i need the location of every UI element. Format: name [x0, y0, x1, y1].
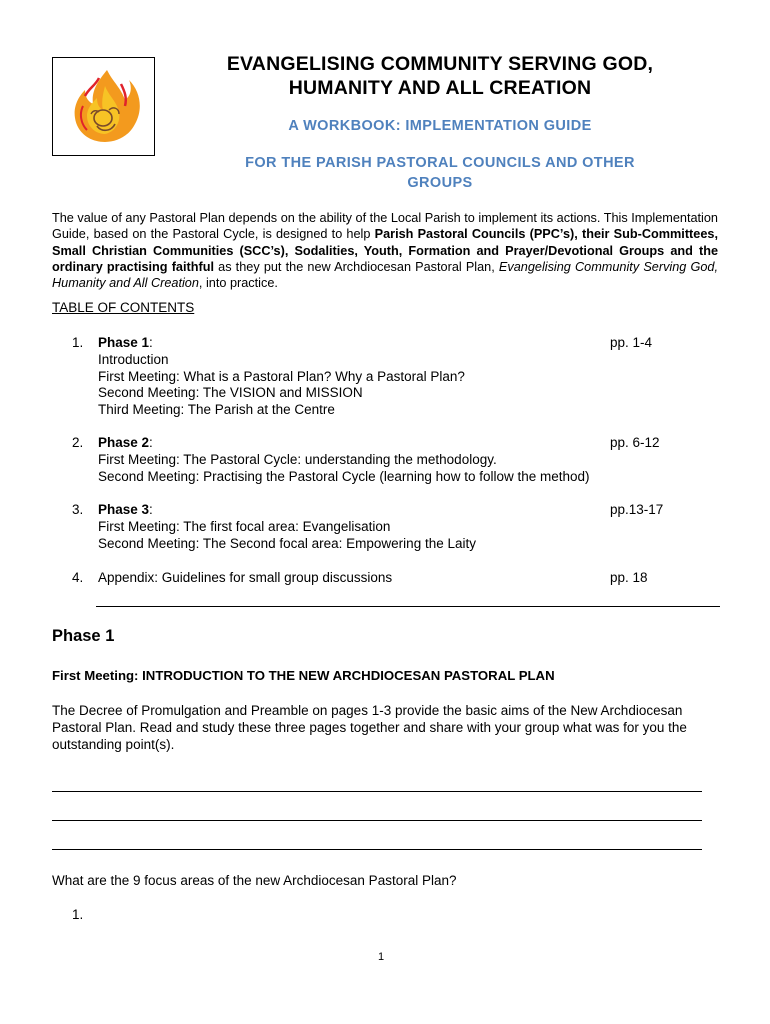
toc-phase-title: Phase 2 — [98, 435, 150, 450]
answer-list-number: 1. — [72, 907, 84, 922]
toc-page-ref: pp. 6-12 — [610, 435, 660, 450]
meeting-label: First Meeting: — [52, 668, 143, 683]
toc-page-ref: pp. 1-4 — [610, 335, 653, 350]
title-line-1: EVANGELISING COMMUNITY SERVING GOD, — [226, 53, 654, 75]
toc-appendix-text: Appendix: Guidelines for small group discussions — [98, 570, 393, 585]
toc-item-body — [98, 335, 698, 419]
answer-line — [52, 849, 702, 850]
audience-line-1: FOR THE PARISH PASTORAL COUNCILS AND OTHER — [245, 155, 635, 171]
toc-colon: : — [149, 335, 153, 350]
toc-subline: First Meeting: What is a Pastoral Plan? Why a Pastoral Plan? — [98, 368, 465, 384]
toc-subline: Introduction — [98, 351, 169, 367]
toc-item-number: 3. — [72, 502, 84, 517]
intro-bold-text: Parish Pastoral Councils (PPC’s), their Sub-Committees, Small Christian Communities (SCC’s), Sodalities, Youth, Formation and Prayer/Devotional Groups and the ordinary practising faithful — [52, 227, 718, 274]
answer-line — [52, 791, 702, 792]
page-number: 1 — [378, 951, 385, 963]
toc-colon: : — [149, 435, 153, 450]
toc-subline: First Meeting: The first focal area: Evangelisation — [98, 518, 391, 534]
plan-title-italic: Evangelising Community Serving God, Humanity and All Creation — [52, 259, 718, 291]
toc-subline: Third Meeting: The Parish at the Centre — [98, 402, 335, 418]
meeting-heading — [52, 668, 555, 683]
flame-logo-icon — [63, 66, 145, 148]
meeting-title: INTRODUCTION TO THE NEW ARCHDIOCESAN PASTORAL PLAN — [142, 668, 555, 683]
toc-phase-title: Phase 3 — [98, 502, 150, 517]
logo-frame — [52, 57, 155, 156]
toc-item-number: 4. — [72, 570, 84, 585]
phase-1-paragraph: The Decree of Promulgation and Preamble on pages 1-3 provide the basic aims of the New Archdiocesan Pastoral Plan. Read and study these three pages together and share with your group what was for you the outstanding point(s). — [52, 703, 687, 752]
toc-subline: Second Meeting: The VISION and MISSION — [98, 385, 363, 401]
toc-subline: Second Meeting: The Second focal area: Empowering the Laity — [98, 535, 476, 551]
document-subtitle: A WORKBOOK: IMPLEMENTATION GUIDE — [288, 118, 592, 134]
toc-page-ref: pp. 18 — [610, 570, 648, 585]
intro-paragraph — [52, 210, 718, 291]
phase-1-heading: Phase 1 — [52, 627, 115, 645]
toc-subline: Second Meeting: Practising the Pastoral Cycle (learning how to follow the method) — [98, 468, 590, 484]
audience-line-2: GROUPS — [407, 175, 473, 191]
document-title — [170, 52, 710, 100]
toc-item-body — [98, 502, 698, 552]
intro-text-3: , into practice. — [198, 276, 278, 291]
audience-line — [170, 153, 710, 193]
toc-page-ref: pp.13-17 — [610, 502, 664, 517]
toc-subline: First Meeting: The Pastoral Cycle: understanding the methodology. — [98, 451, 497, 467]
answer-line — [52, 820, 702, 821]
toc-item-number: 2. — [72, 435, 84, 450]
toc-item-body — [98, 435, 698, 485]
toc-colon: : — [149, 502, 153, 517]
focus-areas-question: What are the 9 focus areas of the new Archdiocesan Pastoral Plan? — [52, 873, 457, 888]
title-line-2: HUMANITY AND ALL CREATION — [288, 77, 592, 99]
intro-text-2: as they put the new Archdiocesan Pastoral Plan, — [213, 259, 499, 274]
toc-item-body — [98, 570, 698, 587]
intro-text-1: The value of any Pastoral Plan depends on the ability of the Local Parish to implement its actions. This Implementation Guide, based on the Pastoral Cycle, is designed to help — [52, 211, 718, 242]
toc-item-number: 1. — [72, 335, 84, 350]
toc-phase-title: Phase 1 — [98, 335, 150, 350]
toc-divider — [96, 606, 720, 607]
toc-heading: TABLE OF CONTENTS — [52, 300, 195, 315]
